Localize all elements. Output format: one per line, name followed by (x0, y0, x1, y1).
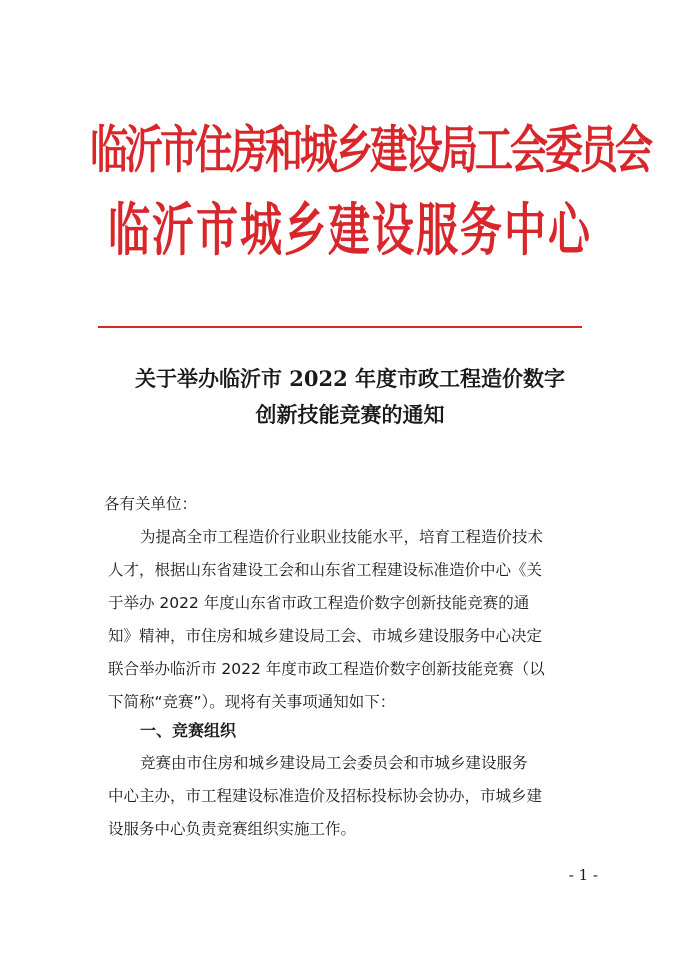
section-heading-1: 一、竞赛组织 (140, 721, 237, 740)
issuer-line-2: 临沂市城乡建设服务中心 (107, 196, 592, 263)
para2-line-1: 竞赛由市住房和城乡建设局工会委员会和市城乡建设服务 (140, 754, 528, 772)
para1-line-5: 联合举办临沂市 2022 年度市政工程造价数字创新技能竞赛（以 (108, 660, 545, 678)
notice-title-line-2: 创新技能竞赛的通知 (255, 402, 445, 427)
para1-line-6: 下简称“竞赛”）。现将有关事项通知如下： (108, 693, 396, 711)
issuer-line-1: 临沂市住房和城乡建设局工会委员会 (90, 120, 651, 180)
para1-line-2: 人才，根据山东省建设工会和山东省工程建设标准造价中心《关 (108, 561, 543, 579)
para1-line-1: 为提高全市工程造价行业职业技能水平，培育工程造价技术 (140, 528, 544, 546)
red-divider (98, 326, 582, 328)
para2-line-2: 中心主办，市工程建设标准造价及招标投标协会协办，市城乡建 (108, 787, 543, 805)
page-number: - 1 - (568, 866, 598, 884)
para1-line-3: 于举办 2022 年度山东省市政工程造价数字创新技能竞赛的通 (108, 594, 530, 612)
para1-line-4: 知》精神，市住房和城乡建设局工会、市城乡建设服务中心决定 (108, 627, 543, 645)
para2-line-3: 设服务中心负责竞赛组织实施工作。 (108, 820, 357, 838)
salutation: 各有关单位： (104, 495, 198, 513)
notice-title-line-1: 关于举办临沂市 2022 年度市政工程造价数字 (134, 366, 566, 391)
